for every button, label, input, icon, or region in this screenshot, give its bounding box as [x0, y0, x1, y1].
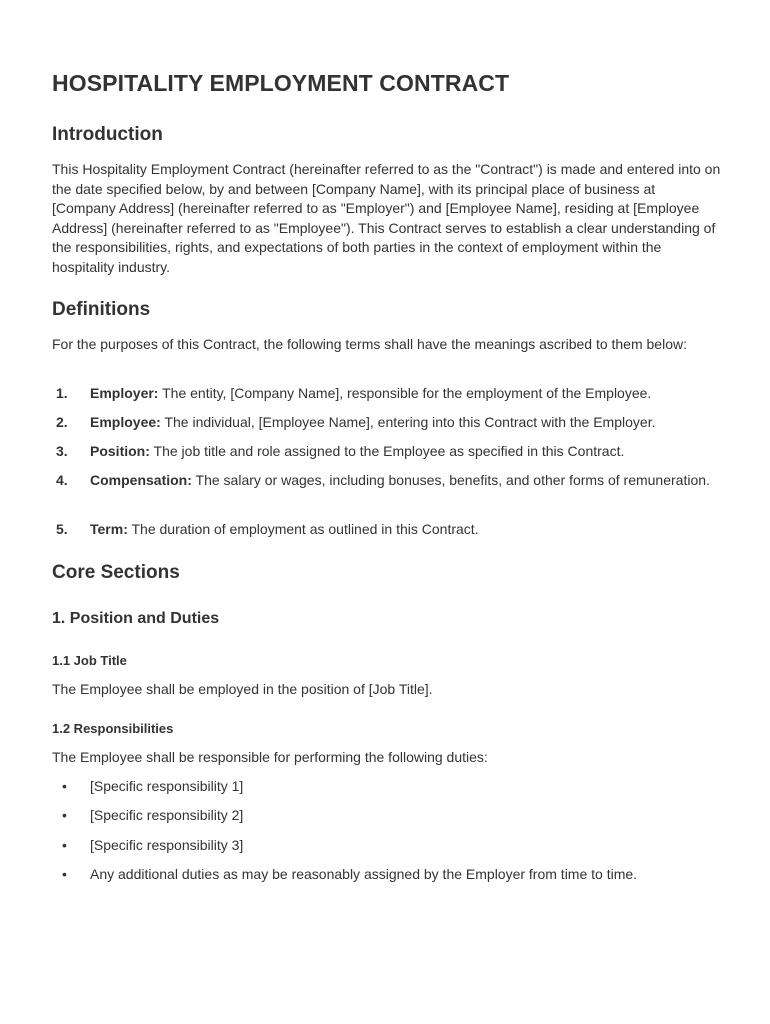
responsibility-text: [Specific responsibility 1] — [90, 778, 244, 794]
responsibility-item — [52, 865, 722, 885]
bullet-icon: • — [62, 837, 67, 853]
definition-item-compensation — [52, 471, 722, 491]
list-number: 1. — [56, 385, 68, 401]
list-number: 2. — [56, 414, 68, 430]
responsibility-text: [Specific responsibility 2] — [90, 807, 244, 823]
core-sections-heading: Core Sections — [52, 562, 180, 583]
responsibilities-heading: 1.2 Responsibilities — [52, 721, 174, 736]
definition-term: Compensation: — [90, 472, 192, 488]
job-title-heading: 1.1 Job Title — [52, 653, 127, 668]
introduction-heading: Introduction — [52, 124, 163, 145]
introduction-paragraph: This Hospitality Employment Contract (hereinafter referred to as the "Contract") is made and entered into on the date specified below, by and between [Company Name], with its principal place of business at [Company Address] (hereinafter referred to as "Employer") and [Employee Name], residing at [Employee Address] (hereinafter referred to as "Employee"). This Contract serves to establish a clear understanding of the responsibilities, rights, and expectations of both parties in the context of employment within the hospitality industry. — [52, 161, 721, 275]
definition-term: Term: — [90, 521, 128, 537]
list-number: 5. — [56, 521, 68, 537]
definitions-intro: For the purposes of this Contract, the following terms shall have the meanings ascribed to them below: — [52, 336, 687, 352]
bullet-icon: • — [62, 778, 67, 794]
definition-text: The job title and role assigned to the Employee as specified in this Contract. — [149, 443, 625, 459]
definition-text: The individual, [Employee Name], entering into this Contract with the Employer. — [160, 414, 656, 430]
position-duties-heading: 1. Position and Duties — [52, 610, 220, 627]
definition-item-employer — [52, 384, 722, 404]
definition-term: Position: — [90, 443, 150, 459]
bullet-icon: • — [62, 807, 67, 823]
definition-item-term — [52, 520, 722, 540]
list-number: 4. — [56, 472, 68, 488]
definition-text: The duration of employment as outlined in this Contract. — [127, 521, 479, 537]
list-number: 3. — [56, 443, 68, 459]
definition-item-position — [52, 442, 722, 462]
job-title-paragraph: The Employee shall be employed in the position of [Job Title]. — [52, 681, 433, 697]
definition-text: The salary or wages, including bonuses, benefits, and other forms of remuneration. — [191, 472, 710, 488]
responsibility-item — [52, 806, 722, 826]
responsibilities-intro: The Employee shall be responsible for performing the following duties: — [52, 749, 488, 765]
responsibility-text: Any additional duties as may be reasonably assigned by the Employer from time to time. — [90, 866, 638, 882]
responsibility-text: [Specific responsibility 3] — [90, 837, 244, 853]
definition-text: The entity, [Company Name], responsible for the employment of the Employee. — [158, 385, 652, 401]
document-title: HOSPITALITY EMPLOYMENT CONTRACT — [52, 70, 510, 96]
responsibility-item — [52, 777, 722, 797]
bullet-icon: • — [62, 866, 67, 882]
responsibility-item — [52, 836, 722, 856]
definitions-heading: Definitions — [52, 299, 151, 320]
definition-item-employee — [52, 413, 722, 433]
definition-term: Employer: — [90, 385, 159, 401]
definition-term: Employee: — [90, 414, 161, 430]
